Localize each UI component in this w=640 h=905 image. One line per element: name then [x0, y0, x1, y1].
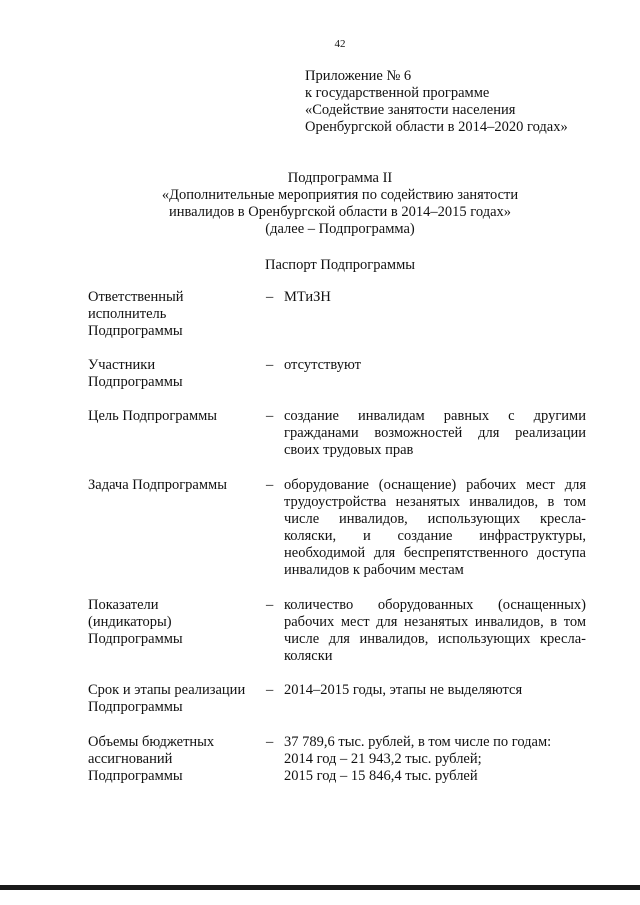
- row-value: оборудование (оснащение) рабочих мест для трудоустройства незанятых инвалидов, в том числе инвалидов, использующих кресла-коляски, и создание инфраструктуры, необходимой для беспрепятственного доступа инвалидов к рабочим местам: [284, 477, 586, 578]
- row-dash: –: [266, 357, 274, 373]
- row-value: количество оборудованных (оснащенных) рабочих мест для незанятых инвалидов, в том числе для инвалидов, использующих кресла-коляски: [284, 597, 586, 664]
- row-dash: –: [266, 289, 274, 305]
- row-dash: –: [266, 477, 274, 493]
- row-value: создание инвалидам равных с другими гражданами возможностей для реализации своих трудовых прав: [284, 408, 586, 458]
- row-label: Задача Подпрограммы: [88, 477, 227, 493]
- row-label: Цель Подпрограммы: [88, 408, 218, 424]
- appendix-line: Оренбургской области в 2014–2020 годах»: [305, 119, 568, 135]
- passport-title: Паспорт Подпрограммы: [264, 257, 416, 273]
- heading-line: (далее – Подпрограмма): [265, 221, 415, 237]
- budget-line: 2015 год – 15 846,4 тыс. рублей: [284, 768, 478, 784]
- row-label: Участники Подпрограммы: [88, 357, 183, 390]
- heading-line: Подпрограмма II: [287, 170, 393, 186]
- row-value: МТиЗН: [284, 289, 331, 305]
- row-value: 2014–2015 годы, этапы не выделяются: [284, 682, 523, 698]
- heading-line: инвалидов в Оренбургской области в 2014–2015 годах»: [168, 204, 512, 220]
- row-label: Показатели (индикаторы) Подпрограммы: [88, 597, 183, 647]
- row-dash: –: [266, 682, 274, 698]
- budget-line: 2014 год – 21 943,2 тыс. рублей;: [284, 751, 482, 767]
- subprogram-heading: [0, 170, 640, 238]
- row-label: Объемы бюджетных ассигнований Подпрограммы: [88, 734, 215, 784]
- appendix-line: к государственной программе: [305, 85, 490, 101]
- budget-line: 37 789,6 тыс. рублей, в том числе по годам:: [284, 734, 552, 750]
- row-dash: –: [266, 408, 274, 424]
- heading-line: «Дополнительные мероприятия по содействию занятости: [161, 187, 519, 203]
- row-value: [284, 734, 586, 785]
- appendix-line: Приложение № 6: [305, 68, 412, 84]
- row-label: Срок и этапы реализации Подпрограммы: [88, 682, 246, 715]
- row-dash: –: [266, 597, 274, 613]
- bottom-rule: [0, 885, 640, 890]
- row-value: отсутствуют: [284, 357, 361, 373]
- page-number: 42: [334, 38, 346, 50]
- appendix-block: [305, 68, 635, 136]
- row-dash: –: [266, 734, 274, 750]
- appendix-line: «Содействие занятости населения: [305, 102, 516, 118]
- row-label: Ответственный исполнитель Подпрограммы: [88, 289, 184, 339]
